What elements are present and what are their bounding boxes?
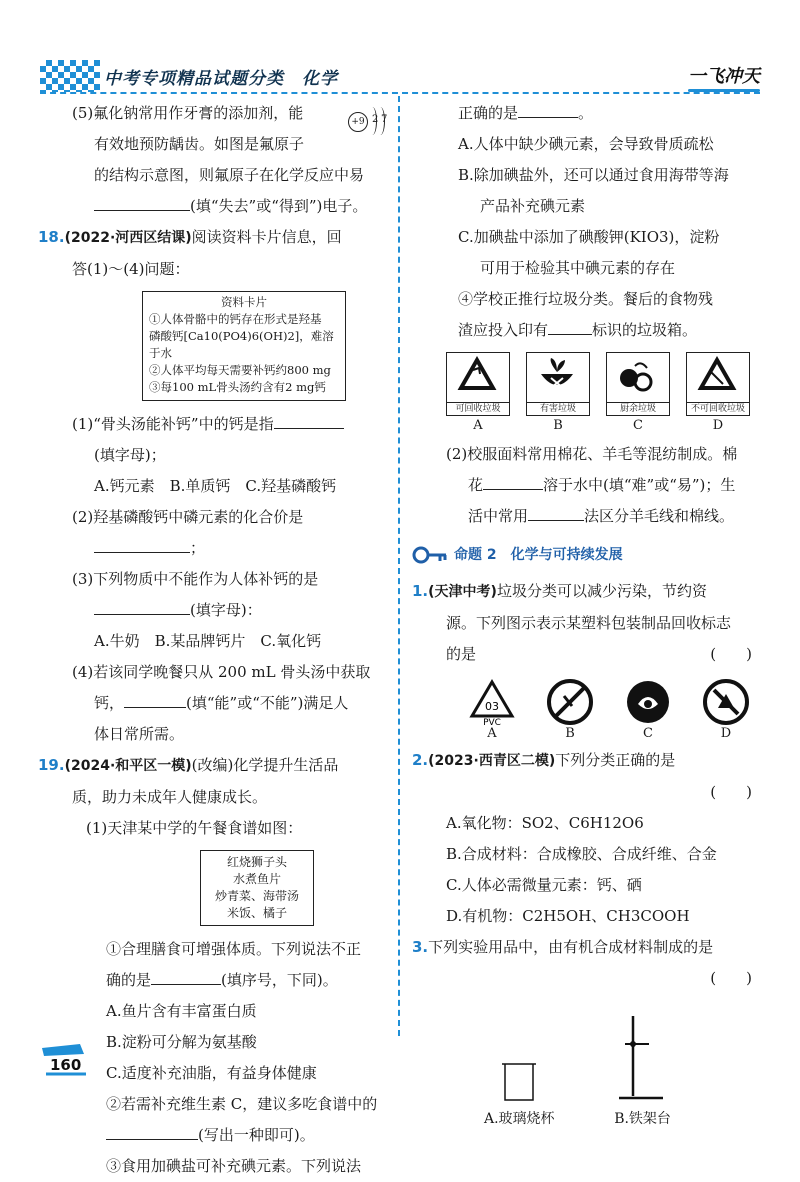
q17-5-line2: 有效地预防龋齿。如图是氟原子 bbox=[94, 135, 305, 153]
q18-stem2: 答(1)～(4)问题： bbox=[72, 260, 190, 278]
menu-item: 水煮鱼片 bbox=[232, 872, 281, 886]
bin-letters bbox=[446, 418, 752, 433]
q18-4: (4)若该同学晚餐只从 200 mL 骨头汤中获取 bbox=[72, 663, 371, 681]
answer-paren: ( ) bbox=[710, 645, 752, 663]
r-q3-paren-line bbox=[446, 963, 752, 994]
answer-paren: ( ) bbox=[710, 969, 752, 987]
symbol-letters bbox=[468, 726, 752, 741]
symbol-letter: D bbox=[720, 726, 732, 741]
r-option-C: C.加碘盐中添加了碘酸钾(KIO3)，淀粉 bbox=[458, 228, 720, 246]
lunch-menu bbox=[200, 850, 314, 926]
q18-3: (3)下列物质中不能作为人体补钙的是 bbox=[72, 570, 319, 588]
bin-label: 不可回收垃圾 bbox=[687, 402, 749, 415]
menu-item: 米饭、橘子 bbox=[226, 906, 287, 920]
q18-1: (1)“骨头汤能补钙”中的钙是指 bbox=[72, 409, 390, 440]
q18-2: (2)羟基磷酸钙中磷元素的化合价是 bbox=[72, 508, 304, 526]
answer-paren: ( ) bbox=[710, 783, 752, 801]
symbol-letter: B bbox=[565, 726, 575, 741]
equipment-label: B.铁架台 bbox=[614, 1111, 671, 1127]
q18-3b: (填字母)： bbox=[72, 595, 390, 626]
q19-A: A.鱼片含有丰富蛋白质 bbox=[106, 1002, 257, 1020]
topic-heading bbox=[412, 540, 752, 570]
equipment-label: A.玻璃烧杯 bbox=[484, 1111, 555, 1127]
r-q3-stem: 3.下列实验用品中，由有机合成材料制成的是 bbox=[412, 938, 714, 956]
bin-letter: D bbox=[712, 418, 724, 433]
bin-label: 有害垃圾 bbox=[527, 402, 589, 415]
r-q1-continue: 正确的是 。 bbox=[446, 98, 752, 129]
q19-C: C.适度补充油脂，有益身体健康 bbox=[106, 1064, 317, 1082]
header-divider bbox=[40, 92, 760, 94]
q18-2b: ； bbox=[72, 533, 390, 564]
beaker-icon bbox=[494, 1060, 544, 1104]
info-card-title: 资料卡片 bbox=[221, 295, 267, 309]
lab-equipment bbox=[484, 1014, 752, 1128]
q19-s2b: (写出一种即可)。 bbox=[72, 1120, 390, 1151]
menu-item: 红烧狮子头 bbox=[226, 855, 287, 869]
iron-stand-option bbox=[613, 1014, 673, 1128]
pvc-recycle-icon bbox=[468, 678, 516, 726]
topic-title: 命题 2 化学与可持续发展 bbox=[454, 547, 623, 563]
q19-B: B.淀粉可分解为氨基酸 bbox=[106, 1033, 257, 1051]
svg-text:PVC: PVC bbox=[483, 718, 501, 726]
r-q2c: 活中常用 法区分羊毛线和棉线。 bbox=[446, 501, 752, 532]
iron-stand-icon bbox=[613, 1014, 673, 1104]
no-tampering-icon bbox=[546, 678, 594, 726]
header-checker-decoration bbox=[40, 60, 100, 92]
beaker-option bbox=[484, 1060, 555, 1128]
info-card bbox=[142, 291, 346, 401]
kitchen-waste-sign bbox=[606, 352, 670, 416]
hazardous-sign bbox=[526, 352, 590, 416]
info-card-line: ①人体骨骼中的钙存在形式是羟基 bbox=[149, 312, 322, 326]
q18-4b: 钙， (填“能”或“不能”)满足人 bbox=[72, 688, 390, 719]
q19-1: (1)天津某中学的午餐食谱如图： bbox=[86, 819, 303, 837]
menu-item: 炒青菜、海带汤 bbox=[214, 889, 299, 903]
brand-text: 一飞冲天 bbox=[688, 66, 760, 87]
q19-s1b: 确的是 (填序号，下同)。 bbox=[72, 965, 390, 996]
bin-letter: B bbox=[553, 418, 563, 433]
page-header bbox=[40, 58, 760, 94]
symbol-letter: A bbox=[487, 726, 497, 741]
column-divider bbox=[398, 96, 400, 1036]
r-q4b: 渣应投入印有 标识的垃圾箱。 bbox=[446, 315, 752, 346]
r-q2-stem: 2.(2023·西青区二模)下列分类正确的是 bbox=[412, 751, 676, 769]
q18-stem: 18.(2022·河西区结课)阅读资料卡片信息，回 bbox=[38, 228, 342, 246]
info-card-line: ②人体平均每天需要补钙约800 mg bbox=[149, 363, 331, 377]
r-option-B2: 产品补充碘元素 bbox=[480, 197, 586, 215]
page-number-badge bbox=[36, 1040, 92, 1080]
r-q2: (2)校服面料常用棉花、羊毛等混纺制成。棉 bbox=[446, 445, 738, 463]
recycle-symbols bbox=[468, 678, 752, 726]
q17-5-line4: (填“失去”或“得到”)电子。 bbox=[72, 191, 390, 222]
r-q1-stem: 1.(天津中考)垃圾分类可以减少污染，节约资 bbox=[412, 582, 707, 600]
header-title: 中考专项精品试题分类 化学 bbox=[104, 69, 338, 89]
nucleus: +9 bbox=[348, 112, 368, 132]
q19-s1: ①合理膳食可增强体质。下列说法不正 bbox=[106, 940, 362, 958]
q18-4d: 体日常所需。 bbox=[94, 725, 185, 743]
r-q2-D: D.有机物：C2H5OH、CH3COOH bbox=[446, 907, 690, 925]
q19-s3: ③食用加碘盐可补充碘元素。下列说法 bbox=[106, 1157, 362, 1175]
shell-2-electrons: 7 bbox=[381, 114, 388, 125]
info-card-line: ③每100 mL骨头汤约含有2 mg钙 bbox=[149, 380, 326, 394]
shell-1-electrons: 2 bbox=[372, 114, 379, 125]
info-card-line: 磷酸钙[Ca10(PO4)6(OH)2]，难溶于水 bbox=[149, 329, 334, 360]
r-q2-A: A.氧化物：SO2、C6H12O6 bbox=[446, 814, 644, 832]
r-q2-B: B.合成材料：合成橡胶、合成纤维、合金 bbox=[446, 845, 717, 863]
no-littering-icon bbox=[702, 678, 750, 726]
page-number: 160 bbox=[50, 1056, 82, 1074]
r-q2-paren-line bbox=[446, 777, 752, 808]
water-saving-icon bbox=[624, 678, 672, 726]
garbage-bin-signs bbox=[446, 352, 752, 416]
bin-letter: C bbox=[633, 418, 643, 433]
q17-5-line1: (5)氟化钠常用作牙膏的添加剂，能 bbox=[72, 104, 304, 122]
q19-stem2: 质，助力未成年人健康成长。 bbox=[72, 788, 268, 806]
r-q4: ④学校正推行垃圾分类。餐后的食物残 bbox=[458, 290, 714, 308]
key-icon bbox=[412, 544, 448, 566]
r-q2b: 花 溶于水中(填“难”或“易”)；生 bbox=[446, 470, 752, 501]
q18-1-options: A.钙元素 B.单质钙 C.羟基磷酸钙 bbox=[94, 477, 337, 495]
q19-s2: ②若需补充维生素 C，建议多吃食谱中的 bbox=[106, 1095, 378, 1113]
recyclable-sign bbox=[446, 352, 510, 416]
bin-label: 厨余垃圾 bbox=[607, 402, 669, 415]
svg-text:03: 03 bbox=[485, 700, 499, 713]
symbol-letter: C bbox=[643, 726, 653, 741]
r-q1-stem3: 的是 ( ) bbox=[446, 639, 752, 670]
non-recyclable-sign bbox=[686, 352, 750, 416]
q18-1b: (填字母)； bbox=[94, 446, 166, 464]
r-option-B: B.除加碘盐外，还可以通过食用海带等海 bbox=[458, 166, 729, 184]
r-q1-stem2: 源。下列图示表示某塑料包装制品回收标志 bbox=[446, 614, 732, 632]
r-option-A: A.人体中缺少碘元素，会导致骨质疏松 bbox=[458, 135, 714, 153]
r-q2-C: C.人体必需微量元素：钙、硒 bbox=[446, 876, 642, 894]
q19-stem: 19.(2024·和平区一模)(改编)化学提升生活品 bbox=[38, 756, 339, 774]
bin-label: 可回收垃圾 bbox=[447, 402, 509, 415]
header-brand bbox=[688, 62, 760, 88]
right-column bbox=[412, 98, 752, 1128]
q18-3-options: A.牛奶 B.某品牌钙片 C.氧化钙 bbox=[94, 632, 322, 650]
q17-5-line3: 的结构示意图，则氟原子在化学反应中易 bbox=[94, 166, 365, 184]
r-option-C2: 可用于检验其中碘元素的存在 bbox=[480, 259, 676, 277]
bin-letter: A bbox=[473, 418, 483, 433]
